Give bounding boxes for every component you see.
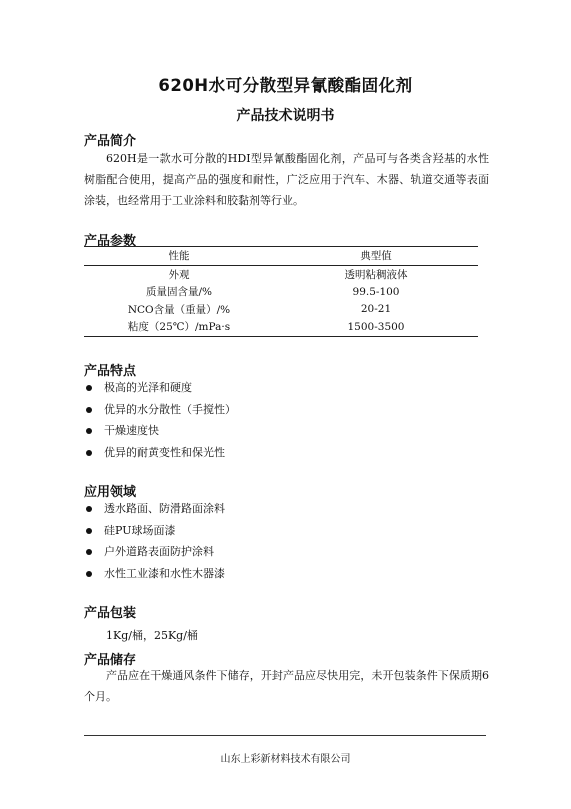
intro-heading: 产品简介 [84,134,137,149]
column-header-property: 性能 [168,250,190,263]
applications-list [84,498,225,584]
applications-heading: 应用领域 [84,485,137,500]
packaging-heading: 产品包装 [84,606,137,621]
list-item: 硅PU球场面漆 [84,520,225,542]
document-subtitle: 产品技术说明书 [236,108,335,124]
list-item: 户外道路表面防护涂料 [84,541,225,563]
bullet-icon [86,506,92,512]
bullet-icon [86,571,92,577]
footer-company: 山东上彩新材料技术有限公司 [220,754,351,765]
intro-text: 620H是一款水可分散的HDI型异氰酸酯固化剂，产品可与各类含羟基的水性树脂配合使用，提高产品的强度和耐性，广泛应用于汽车、木器、轨道交通等表面涂装，也经常用于工业涂料和胶黏剂等行业。 [84,152,489,207]
document-title: 620H水可分散型异氰酸酯固化剂 [158,76,413,95]
features-list [84,377,236,463]
features-heading: 产品特点 [84,364,137,379]
bullet-icon [86,407,92,413]
table-cell: 1500-3500 [347,320,405,333]
table-cell: 20-21 [360,303,392,316]
table-cell: NCO含量（重量）/% [127,303,231,316]
list-item: 优异的耐黄变性和保光性 [84,442,236,464]
storage-heading: 产品储存 [84,653,137,668]
table-cell: 质量固含量/% [145,286,212,299]
list-item: 干燥速度快 [84,420,236,442]
list-item: 水性工业漆和水性木器漆 [84,563,225,585]
bullet-icon [86,450,92,456]
table-row [84,283,478,301]
bullet-icon [86,428,92,434]
params-heading: 产品参数 [84,234,137,249]
table-row [84,318,478,336]
bullet-icon [86,385,92,391]
footer-divider [84,735,486,736]
table-cell: 粘度（25℃）/mPa·s [127,321,231,334]
bullet-icon [86,528,92,534]
params-table [84,246,478,337]
packaging-text: 1Kg/桶，25Kg/桶 [106,629,198,642]
table-row [84,301,478,319]
column-header-typical-value: 典型值 [360,250,392,263]
table-cell: 99.5-100 [352,285,400,298]
bullet-icon [86,549,92,555]
storage-text: 产品应在干燥通风条件下储存，开封产品应尽快用完，未开包装条件下保质期6个月。 [84,669,489,703]
table-cell: 外观 [168,268,190,281]
table-row [84,265,478,283]
list-item: 极高的光泽和硬度 [84,377,236,399]
table-cell: 透明粘稠液体 [344,268,408,281]
list-item: 优异的水分散性（手搅性） [84,399,236,421]
table-header-row [84,247,478,266]
list-item: 透水路面、防滑路面涂料 [84,498,225,520]
